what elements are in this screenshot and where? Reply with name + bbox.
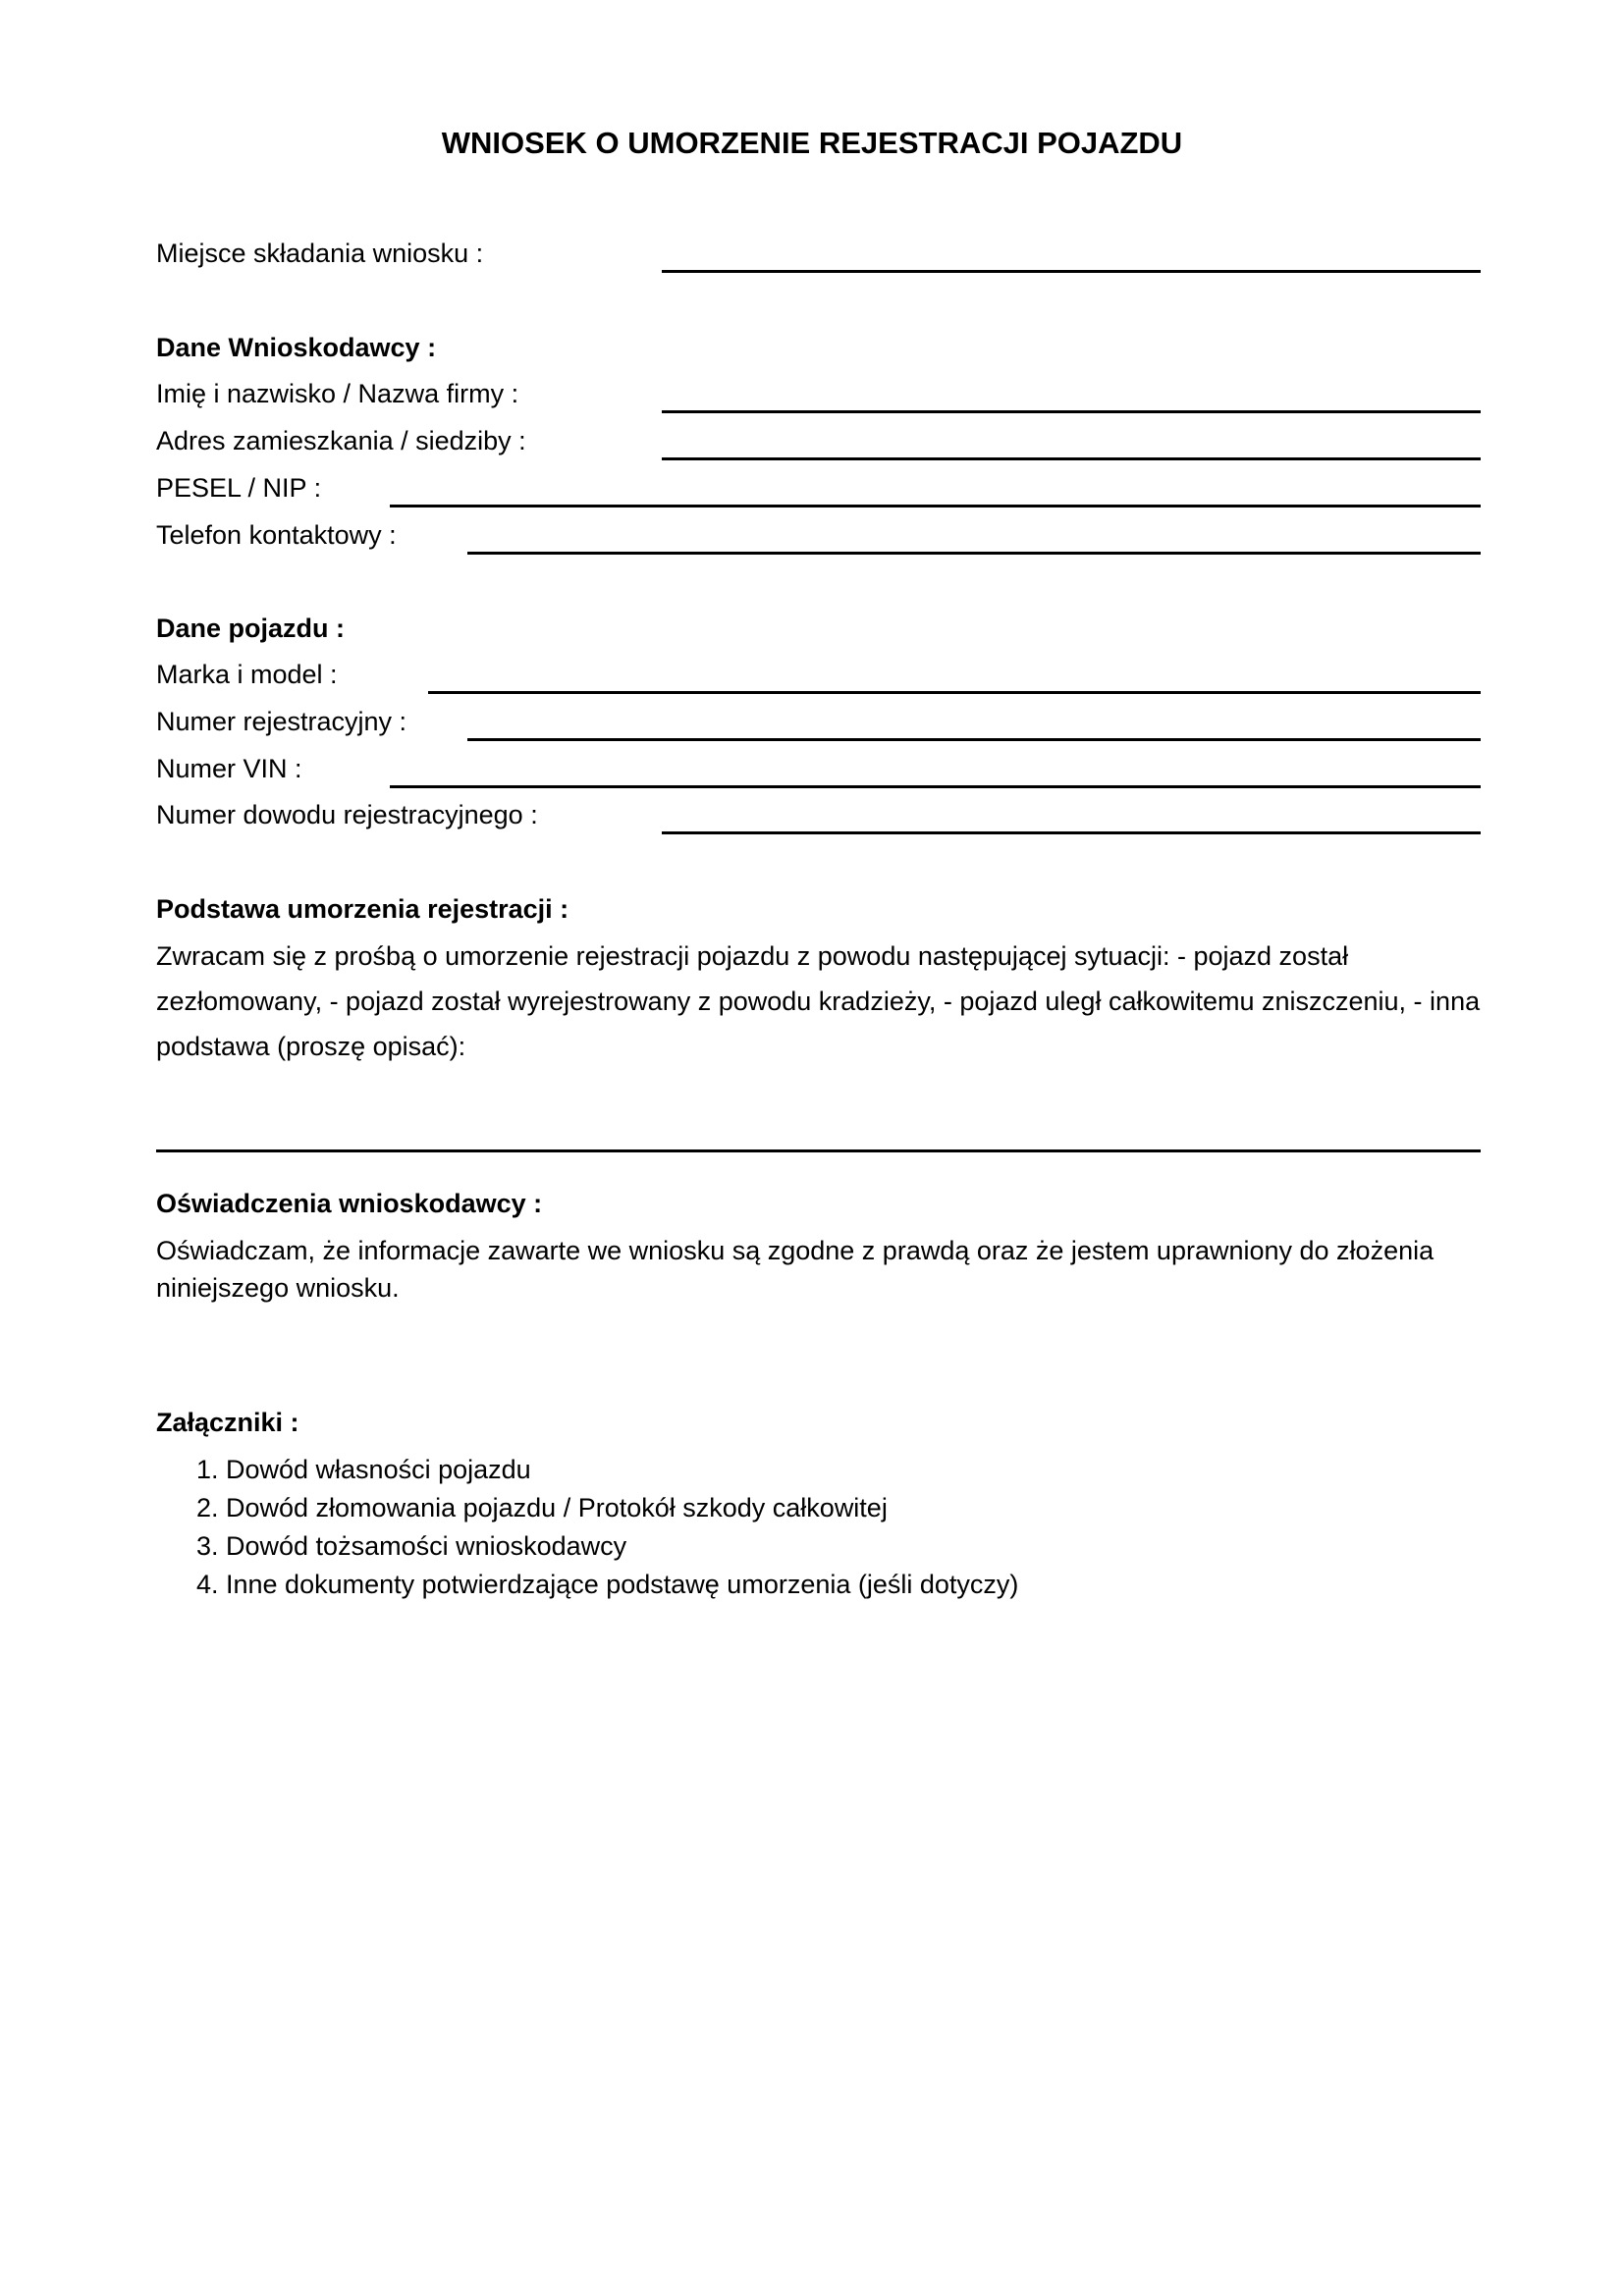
- make-model-field[interactable]: [428, 691, 1481, 694]
- basis-text: Zwracam się z prośbą o umorzenie rejestracji pojazdu z powodu następującej sytuacji: - pojazd został zezłomowany, - pojazd został wyrejestrowany z powodu kradzieży, - pojazd uległ całkowitemu zniszczeniu, - inna podstawa (proszę opisać):: [156, 941, 1481, 1061]
- attachment-item: 2. Dowód złomowania pojazdu / Protokół szkody całkowitej: [226, 1489, 1018, 1527]
- phone-label: Telefon kontaktowy :: [156, 520, 397, 550]
- registration-number-label: Numer rejestracyjny :: [156, 707, 407, 736]
- vin-label: Numer VIN :: [156, 754, 302, 783]
- vehicle-heading: Dane pojazdu :: [156, 614, 346, 643]
- declaration-heading: Oświadczenia wnioskodawcy :: [156, 1189, 543, 1218]
- name-label: Imię i nazwisko / Nazwa firmy :: [156, 379, 519, 408]
- attachments-list: [156, 1451, 1018, 1604]
- phone-field[interactable]: [467, 552, 1481, 555]
- document-title: WNIOSEK O UMORZENIE REJESTRACJI POJAZDU: [441, 126, 1183, 160]
- basis-heading: Podstawa umorzenia rejestracji :: [156, 894, 569, 924]
- place-field[interactable]: [662, 270, 1481, 273]
- place-label: Miejsce składania wniosku :: [156, 239, 484, 268]
- attachment-item: 1. Dowód własności pojazdu: [226, 1451, 1018, 1489]
- pesel-nip-label: PESEL / NIP :: [156, 473, 322, 503]
- vin-field[interactable]: [390, 785, 1481, 788]
- registration-number-field[interactable]: [467, 738, 1481, 741]
- address-field[interactable]: [662, 457, 1481, 460]
- address-label: Adres zamieszkania / siedziby :: [156, 426, 526, 455]
- applicant-heading: Dane Wnioskodawcy :: [156, 333, 437, 362]
- attachment-item: 3. Dowód tożsamości wnioskodawcy: [226, 1527, 1018, 1566]
- basis-other-field[interactable]: [156, 1149, 1481, 1152]
- registration-document-label: Numer dowodu rejestracyjnego :: [156, 800, 538, 829]
- attachments-heading: Załączniki :: [156, 1408, 299, 1437]
- registration-document-field[interactable]: [662, 831, 1481, 834]
- name-field[interactable]: [662, 410, 1481, 413]
- attachment-item: 4. Inne dokumenty potwierdzające podstawę umorzenia (jeśli dotyczy): [226, 1566, 1018, 1604]
- declaration-text: Oświadczam, że informacje zawarte we wniosku są zgodne z prawdą oraz że jestem uprawniony do złożenia niniejszego wniosku.: [156, 1236, 1435, 1303]
- make-model-label: Marka i model :: [156, 660, 338, 689]
- pesel-nip-field[interactable]: [390, 505, 1481, 507]
